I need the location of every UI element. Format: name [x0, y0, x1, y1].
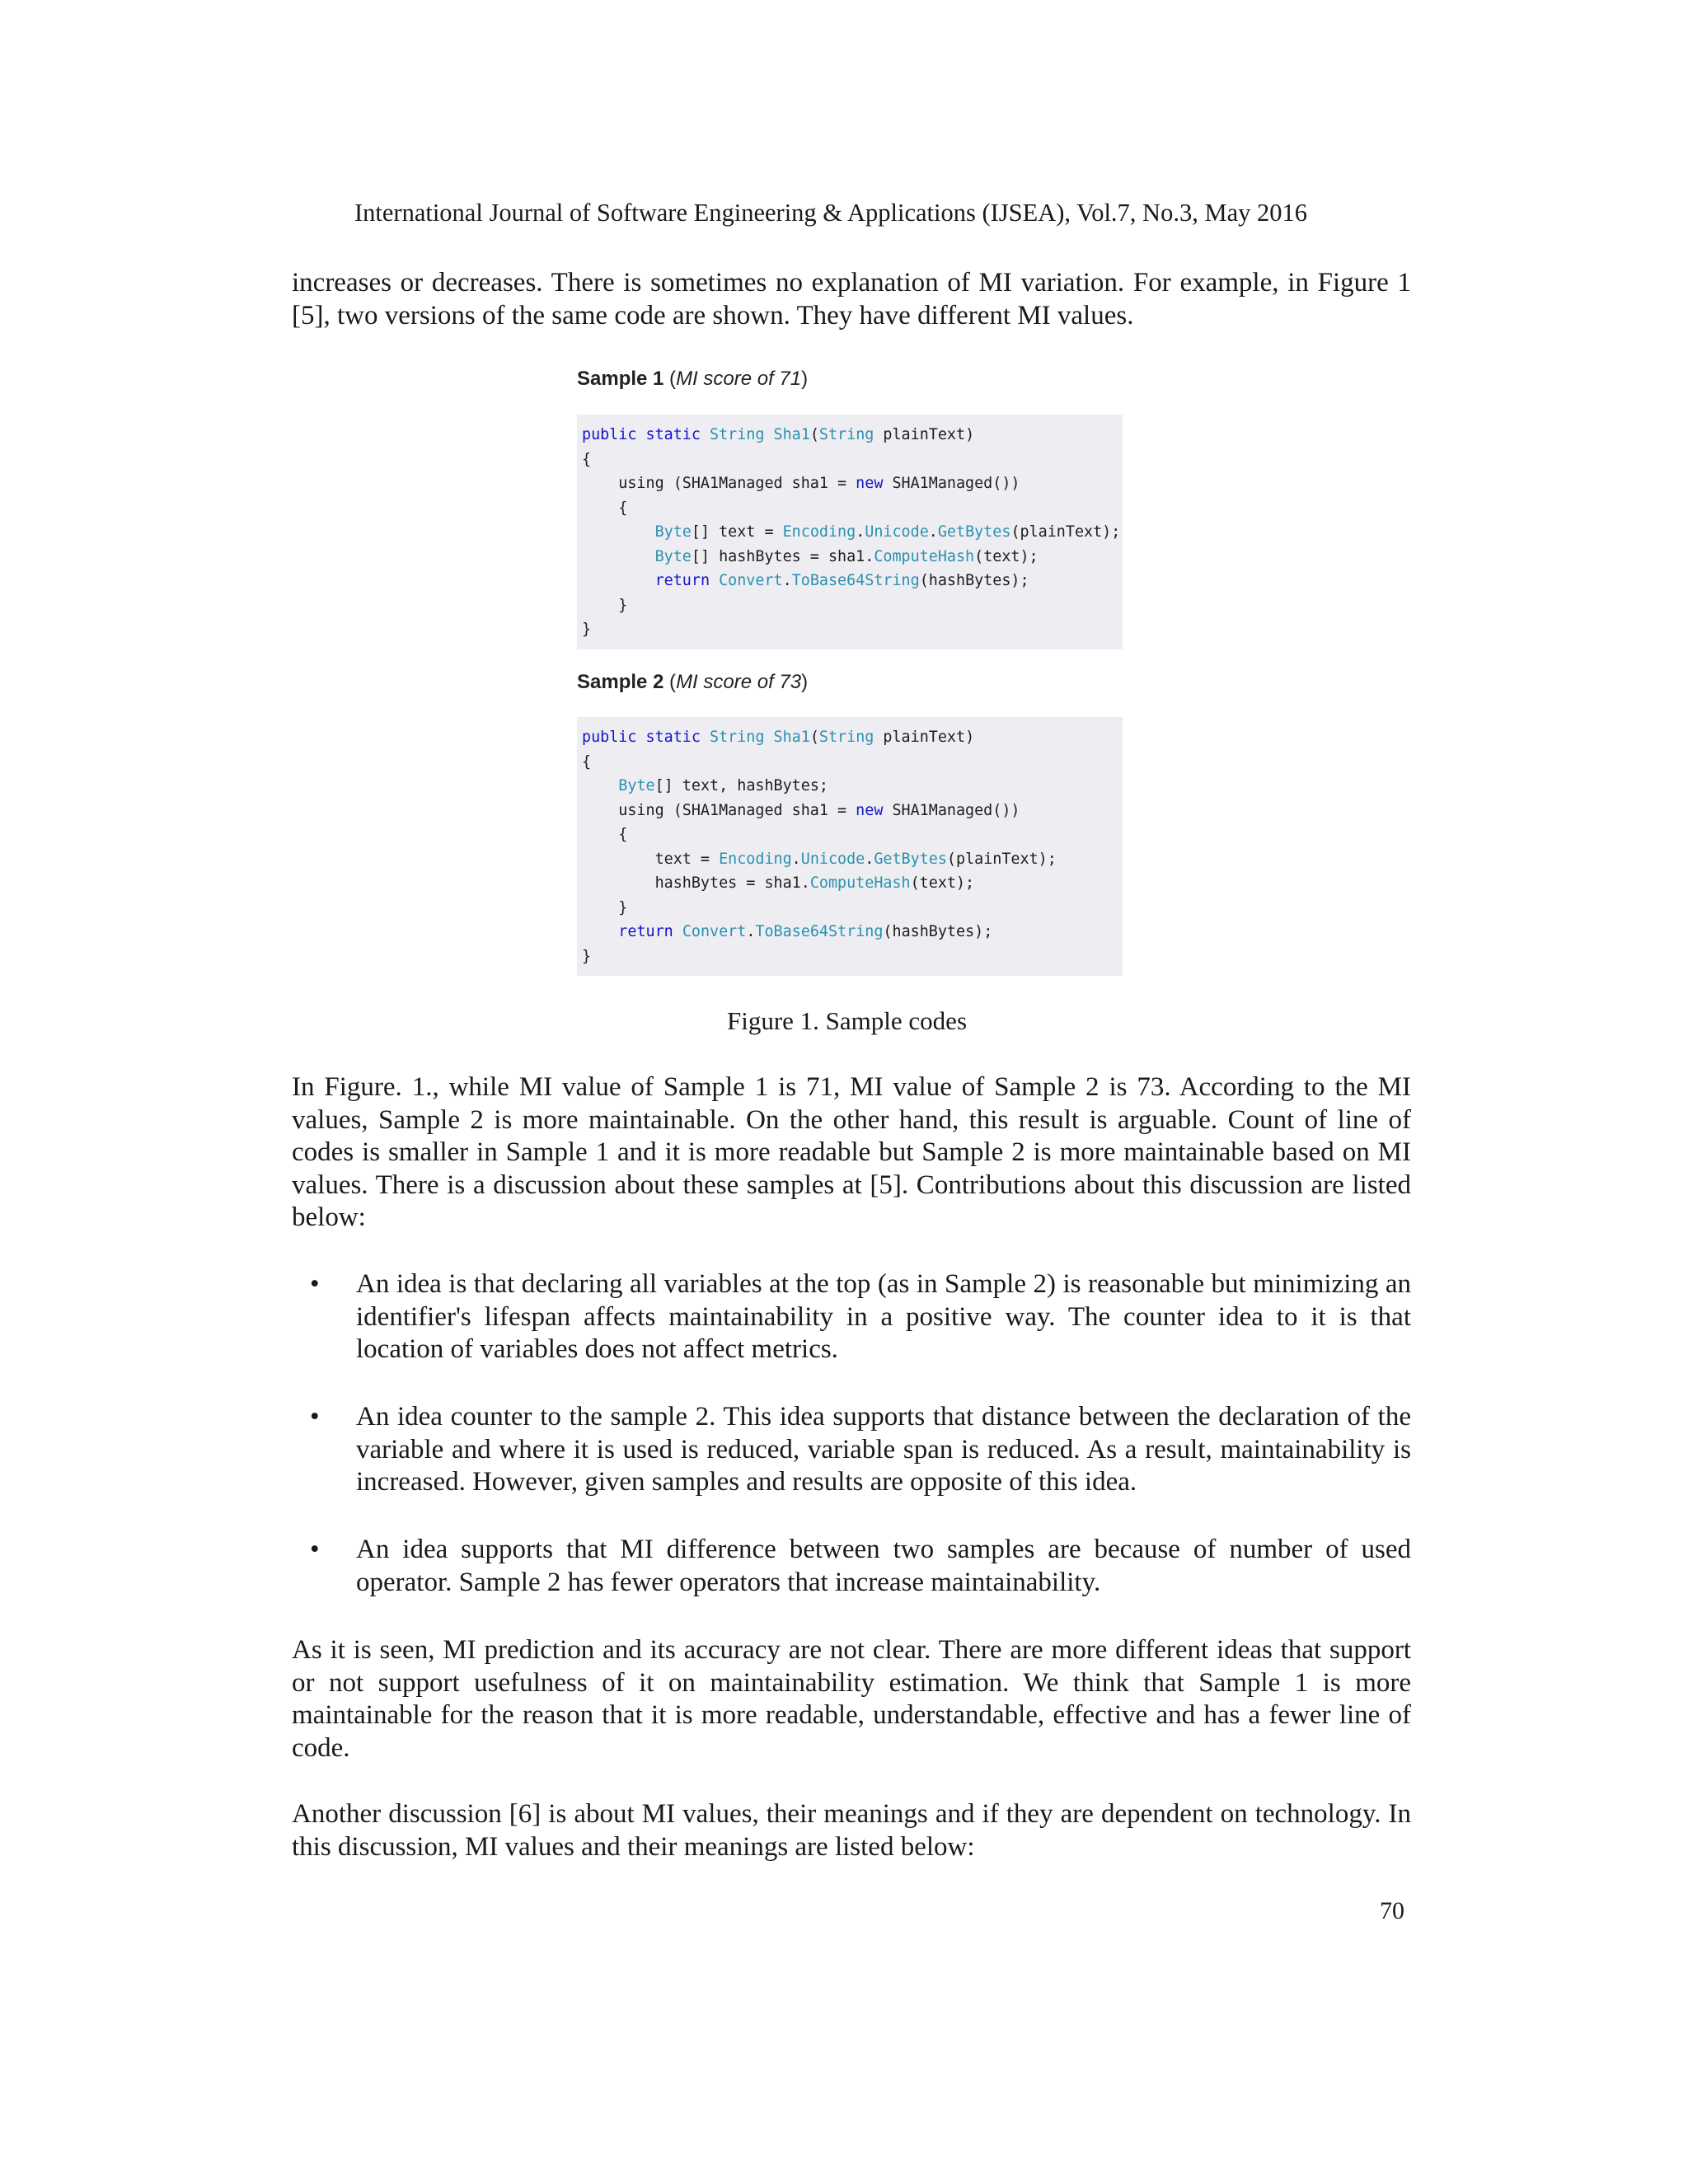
code-token: Encoding — [719, 850, 792, 868]
code-token: Byte — [654, 547, 692, 565]
code-token: } — [582, 621, 592, 638]
code-token: Encoding — [782, 523, 856, 541]
code-line — [582, 423, 1118, 448]
code-token: (plainText); — [946, 850, 1057, 868]
sample-1-title: Sample 1 — [577, 368, 664, 390]
list-item-text: An idea counter to the sample 2. This idea supports that distance between the declaration of the variable and where it is used is reduced, variable span is reduced. As a result, maintainability is increased. However, given samples and results are opposite of this idea. — [356, 1402, 1411, 1497]
list-item-text: An idea supports that MI difference between two samples are because of number of used operator. Sample 2 has fewer operators that increase maintainability. — [356, 1535, 1411, 1597]
code-token: Convert — [719, 572, 783, 589]
code-token: return — [654, 572, 720, 589]
code-line — [582, 799, 1118, 823]
sample-1-score: MI score of 71 — [676, 368, 802, 390]
code-token: (text); — [910, 874, 975, 892]
code-line — [582, 471, 1118, 496]
figure-caption: Figure 1. Sample codes — [727, 1006, 968, 1035]
code-token: { — [582, 450, 592, 468]
code-token: { — [582, 499, 628, 517]
code-token: { — [582, 826, 628, 843]
code-token: return — [618, 923, 682, 940]
code-token — [582, 572, 655, 589]
code-token: Byte — [654, 523, 692, 541]
code-token: } — [582, 947, 592, 965]
code-token: Byte — [618, 777, 655, 794]
code-token: ComputeHash — [809, 874, 911, 892]
code-line — [582, 520, 1121, 545]
code-line — [582, 750, 1118, 775]
code-token: ( — [809, 729, 819, 746]
sample-1-open-paren: ( — [663, 368, 677, 390]
bullet-marker: • — [310, 1535, 320, 1564]
code-token: SHA1Managed()) — [883, 801, 1020, 819]
paragraph-discussion: Another discussion [6] is about MI values, their meanings and if they are dependent on technology. In this discussion, MI values and their meanings are listed below: — [292, 1799, 1411, 1862]
code-token: new — [856, 475, 884, 492]
sample-2-close-paren: ) — [801, 671, 809, 693]
code-token: (hashBytes); — [919, 572, 1029, 589]
sample-1-close-paren: ) — [801, 368, 809, 390]
code-token: public static — [582, 729, 710, 746]
page-number: 70 — [1380, 1897, 1404, 1924]
code-token: using (SHA1Managed sha1 = — [582, 801, 856, 819]
code-token: . — [791, 850, 801, 868]
code-token: . — [746, 923, 756, 940]
code-line — [582, 545, 1118, 569]
code-token: ToBase64String — [791, 572, 920, 589]
sample-2-title: Sample 2 — [577, 671, 664, 693]
code-token: SHA1Managed()) — [883, 475, 1020, 492]
code-token: GetBytes — [874, 850, 947, 868]
code-token: Sha1 — [773, 729, 810, 746]
code-token — [582, 777, 618, 794]
paragraph-intro: increases or decreases. There is sometimes no explanation of MI variation. For example, in Figure 1 [5], two versions of the same code are shown. They have different MI values. — [292, 268, 1411, 330]
code-token: using (SHA1Managed sha1 = — [582, 475, 856, 492]
code-token: { — [582, 752, 592, 771]
code-line — [582, 823, 1118, 847]
sample-2-label — [577, 670, 808, 695]
code-token: plainText) — [874, 426, 975, 443]
code-token: } — [582, 596, 628, 614]
code-line — [582, 725, 1118, 750]
code-token: text = — [582, 850, 720, 868]
sample-2-code-block — [577, 717, 1123, 976]
code-token — [582, 548, 655, 565]
code-line — [582, 920, 1118, 944]
code-token: . — [856, 523, 865, 541]
code-token: String — [818, 729, 874, 746]
code-line — [582, 496, 1118, 521]
code-token: ComputeHash — [874, 547, 975, 565]
code-token: Sha1 — [773, 426, 810, 443]
code-token: hashBytes = sha1. — [582, 874, 810, 892]
code-token: Unicode — [865, 523, 929, 541]
code-token: Convert — [682, 923, 747, 940]
code-token — [582, 923, 618, 940]
code-token: String — [818, 426, 874, 443]
sample-1-label — [577, 367, 808, 391]
code-token: . — [865, 850, 874, 868]
bullet-marker: • — [310, 1269, 320, 1299]
paragraph-comparison: In Figure. 1., while MI value of Sample 1 is 71, MI value of Sample 2 is 73. According to the MI values, Sample 2 is more maintainable. On the other hand, this result is arguable. Count of line of codes is smaller in Sample 1 and it is more readable but Sample 2 is more maintainable based on MI values. There is a discussion about these samples at [5]. Contributions about this discussion are listed below: — [292, 1072, 1411, 1232]
sample-2-score: MI score of 73 — [676, 671, 802, 693]
code-line — [582, 593, 1118, 618]
code-token: public static — [582, 426, 710, 443]
code-line — [582, 944, 1118, 969]
code-token: ( — [809, 426, 819, 443]
sample-1-code-block — [577, 415, 1123, 649]
code-line — [582, 617, 1118, 642]
code-line — [582, 448, 1118, 472]
code-token: new — [856, 801, 884, 819]
list-item-text: An idea is that declaring all variables at the top (as in Sample 2) is reasonable but minimizing an identifier's lifespan affects maintainability in a positive way. The counter idea to it is that location of variables does not affect metrics. — [356, 1269, 1411, 1364]
code-token: String — [710, 729, 774, 746]
code-token: (text); — [974, 547, 1039, 565]
paragraph-conclusion: As it is seen, MI prediction and its accuracy are not clear. There are more different ideas that support or not support usefulness of it on maintainability estimation. We think that Sample 1 is more maintainable for the reason that it is more readable, understandable, effective and has a fewer line of code. — [292, 1635, 1411, 1763]
code-token: String — [710, 426, 774, 443]
code-line — [582, 871, 1118, 896]
code-token: [] hashBytes = sha1. — [691, 547, 874, 565]
sample-2-open-paren: ( — [663, 671, 677, 693]
code-token: . — [782, 572, 792, 589]
code-token: [] text, hashBytes; — [654, 777, 828, 794]
code-token: (plainText); — [1010, 523, 1121, 541]
code-line — [582, 896, 1118, 921]
code-token: . — [928, 523, 938, 541]
code-line — [582, 774, 1118, 799]
code-token: Unicode — [800, 850, 865, 868]
code-token: [] text = — [691, 523, 783, 541]
code-token: } — [582, 898, 628, 916]
code-token: (hashBytes); — [883, 923, 993, 940]
running-header: International Journal of Software Engineering & Applications (IJSEA), Vol.7, No.3, May 2016 — [354, 199, 1307, 227]
code-line — [582, 847, 1118, 872]
code-token: plainText) — [874, 729, 975, 746]
code-line — [582, 569, 1118, 593]
code-token — [582, 523, 655, 541]
code-token: ToBase64String — [755, 923, 884, 940]
bullet-marker: • — [310, 1402, 320, 1432]
code-token: GetBytes — [937, 523, 1011, 541]
